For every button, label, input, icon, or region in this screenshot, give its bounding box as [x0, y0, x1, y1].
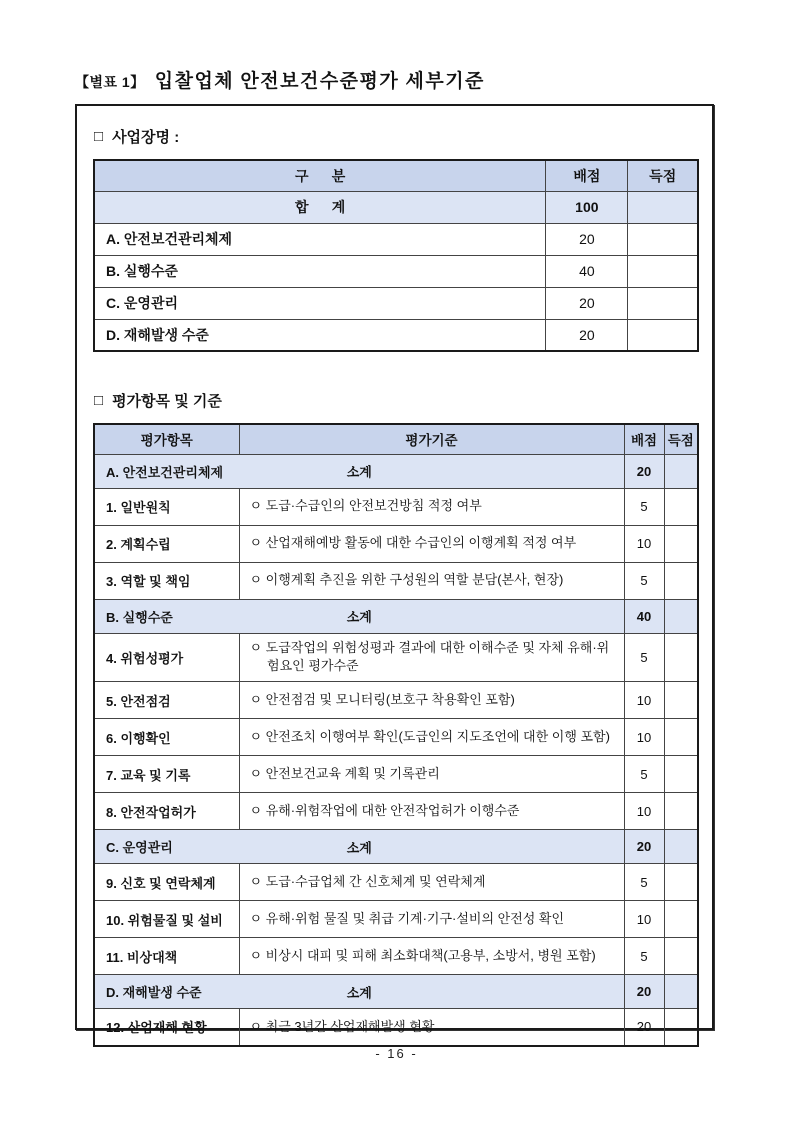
item-cell: 9. 신호 및 연락체계 — [94, 864, 239, 901]
table-row — [94, 830, 698, 864]
earned-cell — [664, 599, 698, 633]
item-cell: 10. 위험물질 및 설비 — [94, 901, 239, 938]
table-row — [94, 793, 698, 830]
summary-header-earned: 득점 — [628, 160, 698, 191]
table-row — [94, 287, 698, 319]
earned-cell — [664, 454, 698, 488]
summary-header-points: 배점 — [546, 160, 628, 191]
criterion-cell — [239, 719, 624, 756]
criterion-cell — [239, 682, 624, 719]
category-cell: D. 재해발생 수준 — [94, 319, 546, 351]
summary-header-category: 구 분 — [94, 160, 546, 191]
checkbox-icon: □ — [94, 392, 104, 409]
table-row — [94, 1009, 698, 1046]
points-cell: 40 — [624, 599, 664, 633]
section-heading-worksite-label: 사업장명 : — [112, 129, 180, 146]
points-cell: 5 — [624, 633, 664, 682]
earned-cell — [664, 938, 698, 975]
table-row — [94, 319, 698, 351]
subtotal-label: 소계 — [346, 464, 372, 480]
points-cell: 20 — [624, 830, 664, 864]
earned-cell — [664, 756, 698, 793]
criterion-text: ㅇ 최근 3년간 산업재해발생 현황 — [249, 1018, 435, 1034]
earned-cell — [664, 633, 698, 682]
subtotal-cell — [94, 830, 624, 864]
table-row — [94, 223, 698, 255]
subtotal-label: 소계 — [346, 985, 372, 1001]
item-cell: 5. 안전점검 — [94, 682, 239, 719]
category-cell: 합 계 — [94, 191, 546, 223]
earned-cell — [664, 975, 698, 1009]
criterion-text: ㅇ 도급·수급업체 간 신호체계 및 연락체계 — [249, 873, 486, 889]
item-cell: 3. 역할 및 책임 — [94, 562, 239, 599]
points-cell: 20 — [546, 223, 628, 255]
document-title-row — [75, 66, 485, 93]
earned-cell — [628, 319, 698, 351]
earned-cell — [664, 830, 698, 864]
item-cell: 2. 계획수립 — [94, 525, 239, 562]
category-cell: B. 실행수준 — [94, 255, 546, 287]
points-cell: 5 — [624, 562, 664, 599]
item-cell: 12. 산업재해 현황 — [94, 1009, 239, 1046]
criterion-text: ㅇ 비상시 대피 및 피해 최소화대책(고용부, 소방서, 병원 포함) — [249, 947, 596, 963]
earned-cell — [664, 525, 698, 562]
criteria-header-criterion: 평가기준 — [239, 424, 624, 454]
criterion-text: ㅇ 안전조치 이행여부 확인(도급인의 지도조언에 대한 이행 포함) — [249, 728, 610, 744]
table-row — [94, 488, 698, 525]
page-number: - 16 - — [375, 1046, 418, 1061]
table-row — [94, 562, 698, 599]
points-cell: 20 — [546, 319, 628, 351]
table-row — [94, 938, 698, 975]
earned-cell — [664, 1009, 698, 1046]
earned-cell — [628, 223, 698, 255]
section-heading-worksite — [94, 126, 699, 147]
subtotal-label: 소계 — [346, 840, 372, 856]
category-cell: A. 안전보건관리체제 — [94, 223, 546, 255]
criterion-text: ㅇ 도급작업의 위험성평과 결과에 대한 이해수준 및 자체 유해·위험요인 평가수준 — [249, 639, 610, 674]
earned-cell — [664, 864, 698, 901]
item-cell: 4. 위험성평가 — [94, 633, 239, 682]
points-cell: 40 — [546, 255, 628, 287]
earned-cell — [664, 901, 698, 938]
earned-cell — [664, 488, 698, 525]
earned-cell — [664, 682, 698, 719]
score-summary-table — [93, 159, 699, 352]
criteria-header-item: 평가항목 — [94, 424, 239, 454]
item-cell: 8. 안전작업허가 — [94, 793, 239, 830]
criteria-table-body — [94, 454, 698, 1046]
table-row — [94, 682, 698, 719]
subtotal-item-label: C. 운영관리 — [106, 840, 173, 856]
criteria-header-points: 배점 — [624, 424, 664, 454]
annex-tag: 【별표 1】 — [75, 74, 145, 90]
points-cell: 10 — [624, 719, 664, 756]
category-cell: C. 운영관리 — [94, 287, 546, 319]
criterion-cell — [239, 488, 624, 525]
criteria-header-row — [94, 424, 698, 454]
summary-header-row — [94, 160, 698, 191]
points-cell: 5 — [624, 488, 664, 525]
earned-cell — [628, 255, 698, 287]
criterion-text: ㅇ 도급·수급인의 안전보건방침 적정 여부 — [249, 498, 482, 514]
table-row — [94, 599, 698, 633]
criteria-header-earned: 득점 — [664, 424, 698, 454]
points-cell: 10 — [624, 682, 664, 719]
content-frame — [75, 104, 714, 1036]
table-row — [94, 864, 698, 901]
criterion-text: ㅇ 산업재해예방 활동에 대한 수급인의 이행계획 적정 여부 — [249, 535, 577, 551]
points-cell: 100 — [546, 191, 628, 223]
subtotal-label: 소계 — [346, 609, 372, 625]
subtotal-cell — [94, 599, 624, 633]
criterion-cell — [239, 756, 624, 793]
points-cell: 20 — [624, 975, 664, 1009]
table-row — [94, 191, 698, 223]
criterion-text: ㅇ 이행계획 추진을 위한 구성원의 역할 분담(본사, 현장) — [249, 572, 564, 588]
checkbox-icon: □ — [94, 128, 104, 145]
points-cell: 20 — [546, 287, 628, 319]
points-cell: 20 — [624, 1009, 664, 1046]
earned-cell — [628, 287, 698, 319]
table-row — [94, 975, 698, 1009]
subtotal-item-label: B. 실행수준 — [106, 609, 173, 625]
evaluation-criteria-table — [93, 423, 699, 1047]
table-row — [94, 719, 698, 756]
points-cell: 5 — [624, 864, 664, 901]
item-cell: 11. 비상대책 — [94, 938, 239, 975]
subtotal-cell — [94, 975, 624, 1009]
criterion-cell — [239, 1009, 624, 1046]
criterion-text: ㅇ 유해·위험작업에 대한 안전작업허가 이행수준 — [249, 802, 520, 818]
criterion-cell — [239, 633, 624, 682]
criterion-cell — [239, 562, 624, 599]
earned-cell — [664, 719, 698, 756]
criterion-text: ㅇ 안전점검 및 모니터링(보호구 착용확인 포함) — [249, 691, 515, 707]
item-cell: 1. 일반원칙 — [94, 488, 239, 525]
item-cell: 6. 이행확인 — [94, 719, 239, 756]
section-heading-criteria-label: 평가항목 및 기준 — [112, 393, 222, 410]
section-heading-criteria — [94, 390, 699, 411]
table-row — [94, 255, 698, 287]
earned-cell — [628, 191, 698, 223]
page-title: 입찰업체 안전보건수준평가 세부기준 — [154, 71, 485, 92]
summary-table-body — [94, 191, 698, 351]
subtotal-cell — [94, 454, 624, 488]
table-row — [94, 901, 698, 938]
points-cell: 5 — [624, 756, 664, 793]
criterion-cell — [239, 864, 624, 901]
table-row — [94, 525, 698, 562]
points-cell: 5 — [624, 938, 664, 975]
earned-cell — [664, 793, 698, 830]
points-cell: 10 — [624, 793, 664, 830]
criterion-cell — [239, 901, 624, 938]
criterion-text: ㅇ 유해·위험 물질 및 취급 기계·기구·설비의 안전성 확인 — [249, 910, 565, 926]
subtotal-item-label: A. 안전보건관리체제 — [106, 464, 224, 480]
points-cell: 10 — [624, 525, 664, 562]
points-cell: 20 — [624, 454, 664, 488]
table-row — [94, 756, 698, 793]
table-row — [94, 454, 698, 488]
item-cell: 7. 교육 및 기록 — [94, 756, 239, 793]
criterion-cell — [239, 525, 624, 562]
criterion-text: ㅇ 안전보건교육 계획 및 기록관리 — [249, 765, 440, 781]
criterion-cell — [239, 793, 624, 830]
points-cell: 10 — [624, 901, 664, 938]
table-row — [94, 633, 698, 682]
criterion-cell — [239, 938, 624, 975]
earned-cell — [664, 562, 698, 599]
subtotal-item-label: D. 재해발생 수준 — [106, 985, 202, 1001]
